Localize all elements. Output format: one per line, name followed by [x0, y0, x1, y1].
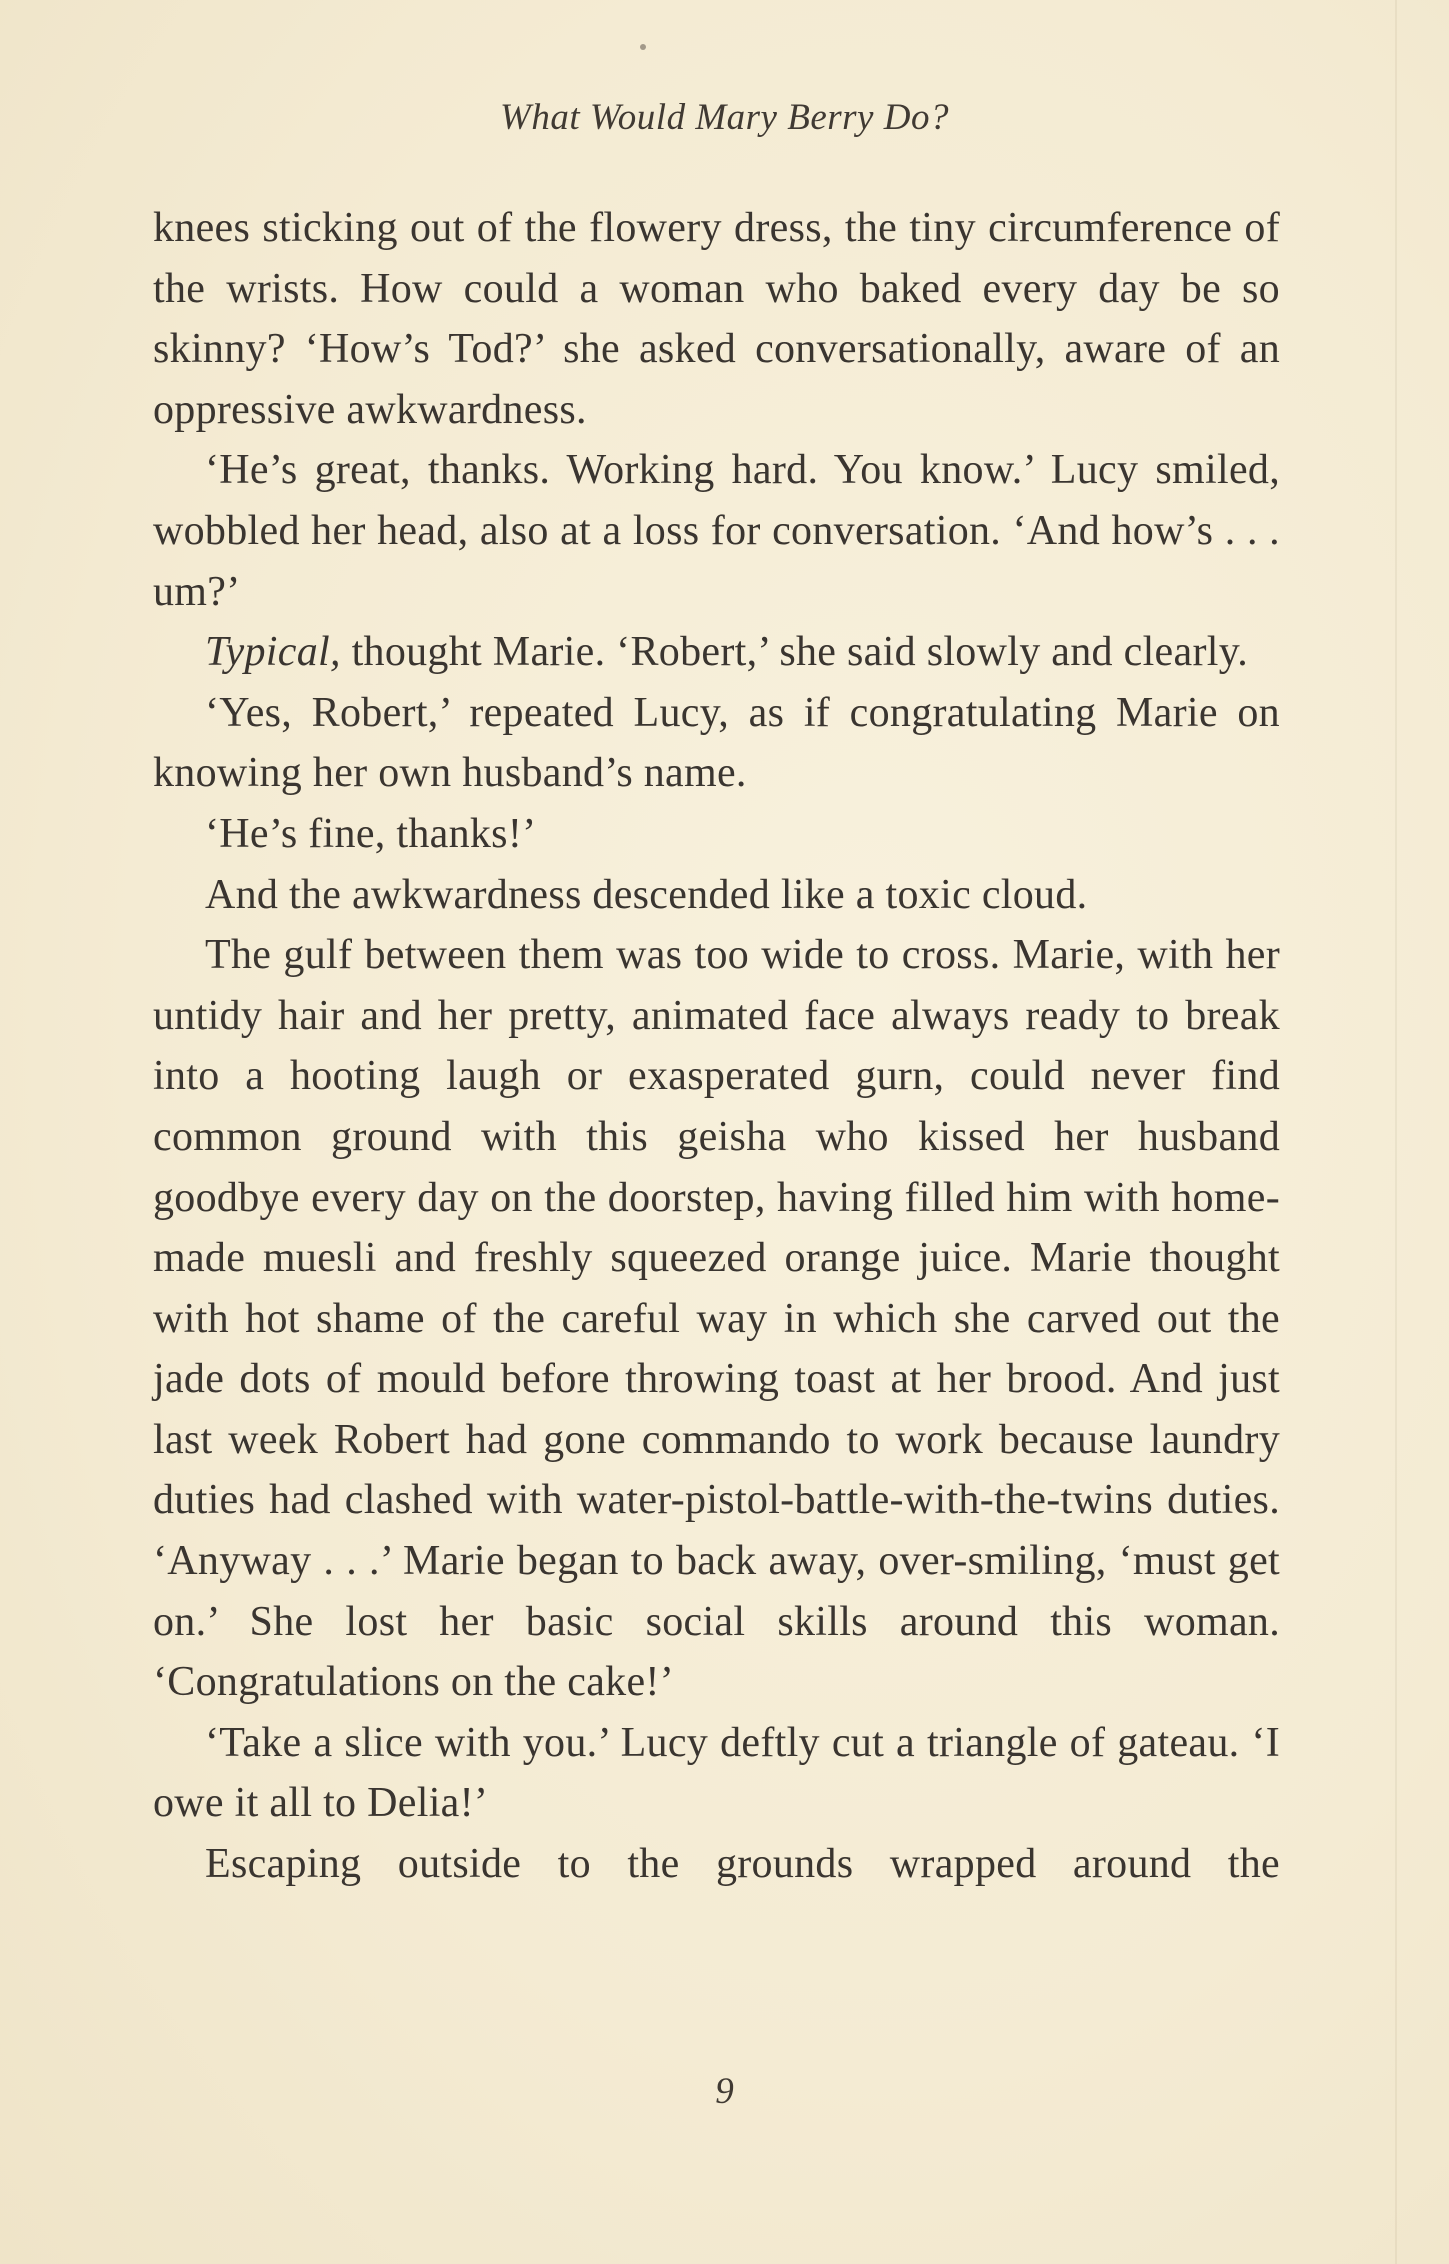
paragraph: And the awkwardness descended like a toxic cloud.	[205, 871, 1088, 918]
paragraph: ‘He’s fine, thanks!’	[205, 810, 537, 857]
paragraph-text: thought Marie. ‘Robert,’ she said slowly and clearly.	[340, 629, 1249, 676]
running-title: What Would Mary Berry Do?	[500, 97, 949, 138]
paragraph: Escaping outside to the grounds wrapped around the	[205, 1841, 1280, 1888]
paragraph: knees sticking out of the flowery dress, the tiny circumference of the wrists. How could a woman who baked every day be so skinny? ‘How’s Tod?’ she asked conversationally, aware of an oppressive awkwardness.	[153, 205, 1280, 433]
print-speck	[640, 44, 646, 50]
paragraph: The gulf between them was too wide to cross. Marie, with her untidy hair and her pretty, animated face always ready to break into a hooting laugh or exasperated gurn, could never find common ground with this geisha who kissed her husband goodbye every day on the doorstep, having filled him with home-made muesli and freshly squeezed orange juice. Marie thought with hot shame of the careful way in which she carved out the jade dots of mould before throwing toast at her brood. And just last week Robert had gone commando to work because laundry duties had clashed with water-pistol-battle-with-the-twins duties. ‘Anyway . . .’ Marie began to back away, over-smiling, ‘must get on.’ She lost her basic social skills around this woman. ‘Congratulations on the cake!’	[153, 932, 1280, 1706]
page-edge-shadow	[1395, 0, 1397, 2264]
italic-word: Typical,	[205, 629, 341, 676]
body-text	[153, 198, 1280, 1895]
paragraph	[153, 622, 1280, 683]
paragraph: ‘Yes, Robert,’ repeated Lucy, as if congratulating Marie on knowing her own husband’s name.	[153, 689, 1280, 797]
paragraph: ‘Take a slice with you.’ Lucy deftly cut a triangle of gateau. ‘I owe it all to Delia!’	[153, 1719, 1280, 1827]
paragraph: ‘He’s great, thanks. Working hard. You know.’ Lucy smiled, wobbled her head, also at a loss for conversation. ‘And how’s . . . um?’	[153, 447, 1280, 615]
page-number: 9	[715, 2071, 734, 2112]
